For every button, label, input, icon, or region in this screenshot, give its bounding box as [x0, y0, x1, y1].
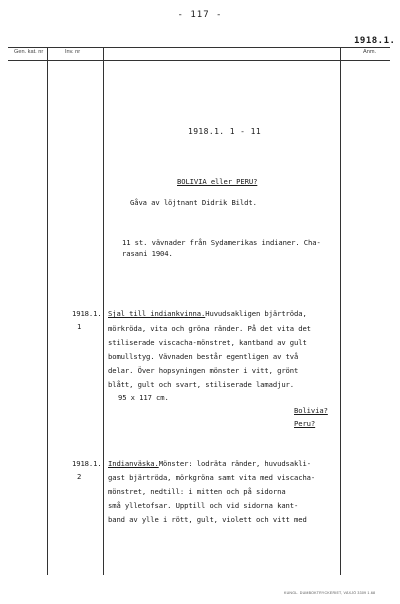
entry-dimensions: 95 x 117 cm.: [118, 393, 169, 402]
entry-first-line: [108, 458, 311, 469]
entry-text-line: stiliserade viscacha-mönstret, kantband av gult: [108, 338, 307, 347]
collection-donor: Gåva av löjtnant Didrik Bildt.: [130, 198, 257, 207]
entry-first-line: [108, 308, 307, 319]
entry-text-line: små ylletofsar. Upptill och vid sidorna kant-: [108, 501, 299, 510]
column-divider-anm: [340, 47, 341, 575]
entry-text-line: gast bjärtröda, mörkgröna samt vita med viscacha-: [108, 473, 316, 482]
page-number: - 117 -: [177, 10, 223, 20]
entry-catalog-number: 1918.1.: [72, 309, 102, 318]
entry-text-line: mörkröda, vita och gröna ränder. På det vita det: [108, 324, 311, 333]
entry-text-line: delar. Över hopsyningen mönster i vitt, grönt: [108, 366, 299, 375]
collection-intro-line: 11 st. vävnader från Sydamerikas indianer. Cha-: [122, 238, 321, 247]
entry-sub-number: 1: [77, 322, 82, 331]
entry-text-line: bomullstyg. Vävnaden består egentligen av två: [108, 352, 299, 361]
entry-first-rest: Huvudsakligen bjärtröda,: [205, 309, 307, 318]
column-divider-gen-kat: [47, 47, 48, 575]
collection-intro-line: rasani 1904.: [122, 249, 173, 258]
header-inv-nr: Inv. nr: [65, 49, 81, 55]
column-divider-inv-nr: [103, 47, 104, 575]
entry-text-line: band av ylle i rött, gult, violett och vitt med: [108, 515, 307, 524]
column-header-row: [8, 47, 390, 61]
entry-text-line: mönstret, nedtill: i mitten och på sidorna: [108, 487, 286, 496]
printer-imprint: KUNGL. DUMBOKTRYCKERIET, VÄXJÖ 3309 1.68: [284, 591, 376, 595]
entry-first-rest: Mönster: lodräta ränder, huvudsakli-: [158, 459, 311, 468]
year-stamp: 1918.1.: [354, 36, 396, 46]
entry-origin-label: Peru?: [294, 419, 316, 428]
header-anm: Anm.: [363, 49, 377, 55]
entry-sub-number: 2: [77, 472, 82, 481]
header-gen-kat: Gen. kat. nr: [14, 49, 44, 55]
entry-lead: Indianväska.: [108, 459, 159, 468]
collection-origin: BOLIVIA eller PERU?: [177, 177, 258, 186]
entry-origin-label: Bolivia?: [294, 406, 328, 415]
collection-title: 1918.1. 1 - 11: [188, 127, 262, 136]
entry-lead: Sjal till indiankvinna.: [108, 309, 206, 318]
entry-catalog-number: 1918.1.: [72, 459, 102, 468]
entry-text-line: blått, gult och svart, stiliserade lamadjur.: [108, 380, 294, 389]
